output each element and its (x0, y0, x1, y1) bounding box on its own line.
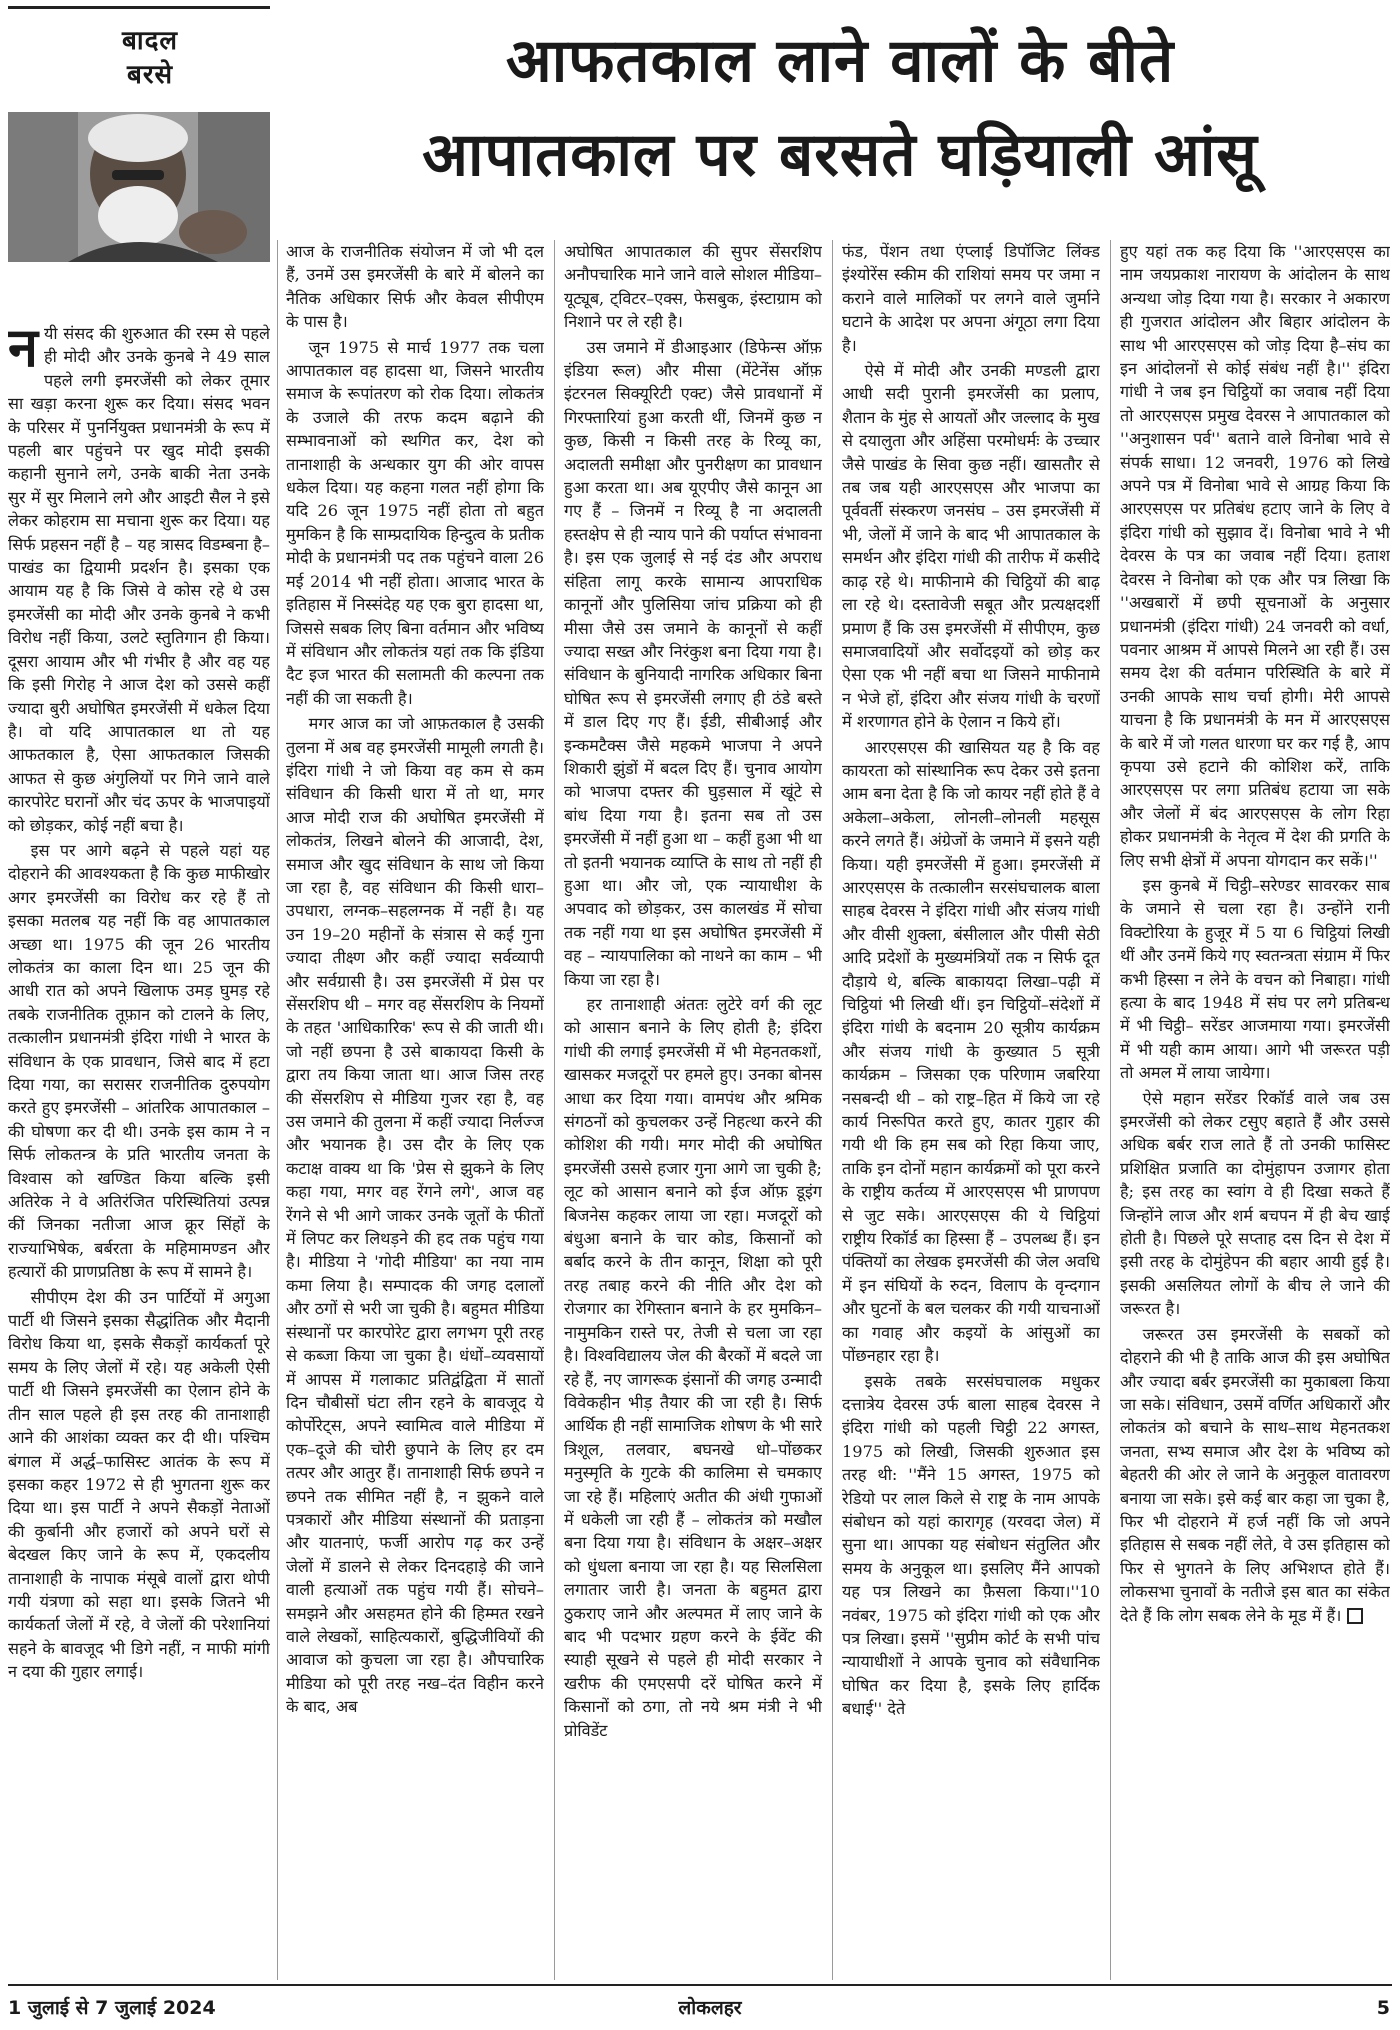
footer-rule (8, 1984, 1392, 1986)
article-paragraph (8, 322, 270, 837)
article-paragraph: हुए यहां तक कह दिया कि ''आरएसएस का नाम जयप्रकाश नारायण के आंदोलन के साथ अन्यथा जोड़ दिया गया है। सरकार ने अकारण ही गुजरात आंदोलन और बिहार आंदोलन के साथ भी आरएसएस को जोड़ दिया है–संघ का इन आंदोलनों से कोई संबंध नहीं है।'' इंदिरा गांधी ने जब इन चिट्ठियों का जवाब नहीं दिया तो आरएसएस प्रमुख देवरस ने आपातकाल को ''अनुशासन पर्व'' बताने वाले विनोबा भावे से संपर्क साधा। 12 जनवरी, 1976 को लिखे अपने पत्र में विनोबा भावे से आग्रह किया कि आरएसएस पर प्रतिबंध हटाए जाने के लिए वे इंदिरा गांधी को सुझाव दें। विनोबा भावे ने भी देवरस के पत्र का जवाब नहीं दिया। हताश देवरस ने विनोबा को एक और पत्र लिखा कि ''अखबारों में छपी सूचनाओं के अनुसार प्रधानमंत्री (इंदिरा गांधी) 24 जनवरी को वर्धा, पवनार आश्रम में आपसे मिलने आ रही हैं। उस समय देश की वर्तमान परिस्थिति के बारे में उनकी आपके साथ चर्चा होगी। मेरी आपसे याचना है कि प्रधानमंत्री के मन में आरएसएस के बारे में जो गलत धारणा घर कर गई है, आप कृपया उसे हटाने की कोशिश करें, ताकि आरएसएस पर लगा प्रतिबंध हटाया जा सके और जेलों में बंद आरएसएस के लोग रिहा होकर प्रधानमंत्री के नेतृत्व में देश की प्रगति के लिए सभी क्षेत्रों में अपना योगदान कर सकें।'' (1120, 242, 1390, 870)
article-paragraph: उस जमाने में डीआइआर (डिफेन्स ऑफ़ इंडिया रूल) और मीसा (मेंटेनेंस ऑफ़ इंटरनल सिक्यूरिटी एक्ट) जैसे प्रावधानों में गिरफ्तारियां हुआ करती थीं, जिनमें कुछ न कुछ, किसी न किसी तरह के रिव्यू का, अदालती समीक्षा और पुनरीक्षण का प्रावधान हुआ करता था। अब यूएपीए जैसे कानून आ गए हैं – जिनमें न रिव्यू है ना अदालती हस्तक्षेप से ही न्याय पाने की पर्याप्त संभावना है। इस एक जुलाई से नई दंड और अपराध संहिता लागू करके सामान्य आपराधिक कानूनों और पुलिसिया जांच प्रक्रिया को ही मीसा जैसे उस जमाने के कानूनों से कहीं ज्यादा सख्त और निरंकुश बना दिया गया है। संविधान के बुनियादी नागरिक अधिकार बिना घोषित रूप से इमरजेंसी लगाए ही ठंडे बस्ते में डाल दिए गए हैं। ईडी, सीबीआई और इन्कमटैक्स जैसे महकमे भाजपा ने अपने शिकारी झुंडों में बदल दिए हैं। चुनाव आयोग को भाजपा दफ्तर की घुड़साल में खूंटे से बांध दिया गया है। इतना सब तो उस इमरजेंसी में नहीं हुआ था – कहीं हुआ भी था तो इतनी भयानक व्याप्ति के साथ तो नहीं ही हुआ था। और जो, एक न्यायाधीश के अपवाद को छोड़कर, उस कालखंड में सोचा तक नहीं गया था इस अघोषित इमरजेंसी में वह – न्यायपालिका को नाथने का काम – भी किया जा रहा है। (564, 337, 822, 989)
column-label-line2: बरसे (126, 60, 174, 90)
column-divider (277, 240, 278, 1980)
top-rule (8, 6, 270, 9)
column-divider (832, 240, 833, 1980)
page-number: 5 (1376, 1997, 1390, 2019)
article-paragraph (1120, 1323, 1390, 1627)
article-column-4 (842, 240, 1100, 1980)
article-paragraph: हर तानाशाही अंततः लुटेरे वर्ग की लूट को आसान बनाने के लिए होती है; इंदिरा गांधी की लगाई इमरजेंसी में भी मेहनतकशों, खासकर मजदूरों पर हमले हुए। उनका बोनस आधा कर दिया गया। वामपंथ और श्रमिक संगठनों को कुचलकर उन्हें निहत्था करने की कोशिश की गयी। मगर मोदी की अघोषित इमरजेंसी उससे हजार गुना आगे जा चुकी है; लूट को आसान बनाने को ईज ऑफ़ डूइंग बिजनेस कहकर लाया जा रहा। मजदूरों को बंधुआ बनाने के चार कोड, किसानों को बर्बाद करने के तीन कानून, शिक्षा को पूरी तरह तबाह करने की नीति और देश को रोजगार का रेगिस्तान बनाने के हर मुमकिन–नामुमकिन रास्ते पर, तेजी से चला जा रहा है। विश्वविद्यालय जेल की बैरकों में बदले जा रहे हैं, नए जागरूक इंसानों की जगह उन्मादी विवेकहीन भीड़ तैयार की जा रही है। सिर्फ आर्थिक ही नहीं सामाजिक शोषण के भी सारे त्रिशूल, तलवार, बघनखे धो–पोंछकर मनुस्मृति के गुटके की कालिमा से चमकाए जा रहे हैं। महिलाएं अतीत की अंधी गुफाओं में धकेली जा रही हैं – लोकतंत्र को मखौल बना दिया गया है। संविधान के अक्षर–अक्षर को धुंधला बनाया जा रहा है। यह सिलसिला लगातार जारी है। जनता के बहुमत द्वारा ठुकराए जाने और अल्पमत में लाए जाने के बाद भी पदभार ग्रहण करने के ईवेंट की स्याही सूखने से पहले ही मोदी सरकार ने खरीफ की एमएसपी दरें घोषित करने में किसानों को ठगा, तो नये श्रम मंत्री ने भी प्रोविडेंट (564, 995, 822, 1740)
article-paragraph: फंड, पेंशन तथा एंप्लाई डिपॉजिट लिंक्ड इंश्योरेंस स्कीम की राशियां समय पर जमा न कराने वाले मालिकों पर लगने वाले जुर्माने घटाने के आदेश पर अपना अंगूठा लगा दिया है। (842, 242, 1100, 355)
end-mark-icon (1347, 1608, 1363, 1624)
article-paragraph: इस पर आगे बढ़ने से पहले यहां यह दोहराने की आवश्यकता है कि कुछ माफीखोर अगर इमरजेंसी का विरोध कर रहे हैं तो इसका मतलब यह नहीं कि वह आपातकाल अच्छा था। 1975 की जून 26 भारतीय लोकतंत्र का काला दिन था। 25 जून की आधी रात को अपने खिलाफ उमड़ घुमड़ रहे तबके राजनीतिक तूफ़ान को टालने के लिए, तत्कालीन प्रधानमंत्री इंदिरा गांधी ने भारत के संविधान के एक प्रावधान, जिसे बाद में हटा दिया गया, का सरासर राजनीतिक दुरुपयोग करते हुए इमरजेंसी – आंतरिक आपातकाल – की घोषणा कर दी थी। उनके इस काम ने न सिर्फ लोकतन्त्र के प्रति भारतीय जनता के विश्वास को खण्डित किया बल्कि इसी अतिरेक ने वे अतिरंजित परिस्थितियां उत्पन्न कीं जिनका नतीजा आज क्रूर सिंहों के राज्याभिषेक, बर्बरता के महिमामण्डन और हत्यारों की प्राणप्रतिष्ठा के रूप में सामने है। (8, 840, 270, 1282)
article-paragraph: ऐसे महान सरेंडर रिकॉर्ड वाले जब उस इमरजेंसी को लेकर टसुए बहाते हैं और उससे अधिक बर्बर राज लाते हैं तो उनकी फासिस्ट प्रशिक्षित प्रजाति का दोमुंहापन उजागर होता है; इस तरह का स्वांग वे ही दिखा सकते हैं जिन्होंने लाज और शर्म बचपन में ही बेच खाई होती है। पिछले पूरे सप्ताह दस दिन से देश में इसी तरह के दोमुंहेपन की बहार आयी हुई है। इसकी असलियत लोगों के बीच ले जाने की जरूरत है। (1120, 1088, 1390, 1319)
article-paragraph: सीपीएम देश की उन पार्टियों में अगुआ पार्टी थी जिसने इसका सैद्धांतिक और मैदानी विरोध किया था, इसके सैकड़ों कार्यकर्ता पूरे समय के लिए जेलों में रहे। यह अकेली ऐसी पार्टी थी जिसने इमरजेंसी का ऐलान होने के तीन साल पहले ही इस तरह की तानाशाही आने की आशंका व्यक्त कर दी थी। पश्चिम बंगाल में अर्द्ध–फासिस्ट आतंक के रूप में इसका कहर 1972 से ही भुगतना शुरू कर दिया था। इस पार्टी ने अपने सैकड़ों नेताओं की कुर्बानी और हजारों को अपने घरों से बेदखल किए जाने के रूप में, एकदलीय तानाशाही के नापाक मंसूबे वालों द्वारा थोपी गयी यंत्रणा को सहा था। इसके जितने भी कार्यकर्ता जेलों में रहे, वे जेलों की परेशानियां सहने के बावजूद भी डिगे नहीं, न माफी मांगी न दया की गुहार लगाई। (8, 1287, 270, 1682)
headline-line1: आफतकाल लाने वालों के बीते (505, 26, 1175, 96)
article-paragraph: ऐसे में मोदी और उनकी मण्डली द्वारा आधी सदी पुरानी इमरजेंसी का प्रलाप, शैतान के मुंह से आयतों और जल्लाद के मुख से दयालुता और अहिंसा परमोधर्मः के उच्चार जैसे पाखंड के सिवा कुछ नहीं। खासतौर से तब जब यही आरएसएस और भाजपा का पूर्ववर्ती संस्करण जनसंघ – उस इमरजेंसी में भी, जेलों में जाने के बाद भी आपातकाल के समर्थन और इंदिरा गांधी की तारीफ में कसीदे काढ़ रहे थे। माफीनामे की चिट्ठियों की बाढ़ ला रहे थे। दस्तावेजी सबूत और प्रत्यक्षदर्शी प्रमाण हैं कि उस इमरजेंसी में सीपीएम, कुछ समाजवादियों और सर्वोदइयों को छोड़ कर ऐसा एक भी नहीं बचा था जिसने माफीनामे न भेजे हों, इंदिरा और संजय गांधी के चरणों में शरणागत होने के ऐलान न किये हों। (842, 361, 1100, 732)
headline-line2: आपातकाल पर बरसते घड़ियाली आंसू (422, 120, 1258, 190)
article-paragraph: इसके तबके सरसंघचालक मधुकर दत्तात्रेय देवरस उर्फ बाला साहब देवरस ने इंदिरा गांधी को पहली चिट्ठी 22 अगस्त, 1975 को लिखी, जिसकी शुरुआत इस तरह थी: ''मैंने 15 अगस्त, 1975 को रेडियो पर लाल किले से राष्ट्र के नाम आपके संबोधन को यहां कारागृह (यरवदा जेल) में सुना था। आपका यह संबोधन संतुलित और समय के अनुकूल था। इसलिए मैंने आपको यह पत्र लिखने का फ़ैसला किया।''10 नवंबर, 1975 को इंदिरा गांधी को एक और पत्र लिखा। इसमें ''सुप्रीम कोर्ट के सभी पांच न्यायाधीशों ने आपके चुनाव को संवैधानिक घोषित कर दिया है, इसके लिए हार्दिक बधाई'' देते (842, 1371, 1100, 1719)
footer-publication: लोकलहर (678, 1997, 742, 2019)
drop-cap: न (8, 322, 38, 379)
article-paragraph: इस कुनबे में चिट्ठी–सरेण्डर सावरकर साब के जमाने से चला रहा है। उन्होंने रानी विक्टोरिया के हुजूर में 5 या 6 चिट्ठियां लिखी थीं और उनमें किये गए स्वतन्त्रता संग्राम में फिर कभी हिस्सा न लेने के वचन को निबाहा। गांधी हत्या के बाद 1948 में संघ पर लगे प्रतिबन्ध में भी चिट्ठी– सरेंडर आजमाया गया। इमरजेंसी में भी यही काम आया। आगे भी जरूरत पड़ी तो अमल में लाया जायेगा। (1120, 875, 1390, 1083)
article-column-2 (286, 240, 544, 1980)
paragraph-text: यी संसद की शुरुआत की रस्म से पहले ही मोदी और उनके कुनबे ने 49 साल पहले लगी इमरजेंसी को लेकर तूमार सा खड़ा करना शुरू कर दिया। संसद भवन के परिसर में पुनर्नियुक्त प्रधानमंत्री के रूप में पहली बार पहुंचने पर खुद मोदी इसकी कहानी सुनाने लगे, उनके बाकी नेता उनके सुर में सुर मिलाने लगे और आइटी सैल ने इसे लेकर कोहराम सा मचाना शुरू कर दिया। यह सिर्फ प्रहसन नहीं है – यह त्रासद विडम्बना है– पाखंड का द्वियामी प्रदर्शन है। इसका एक आयाम यह है कि जिसे वे कोस रहे थे उस इमरजेंसी का मोदी और उनके कुनबे ने कभी विरोध नहीं किया, उलटे स्तुतिगान ही किया। दूसरा आयाम और भी गंभीर है और वह यह कि इसी गिरोह ने आज देश को उससे कहीं ज्यादा बुरी अघोषित इमरजेंसी में धकेल दिया है। वो यदि आपातकाल था तो यह आफतकाल है, ऐसा आफतकाल जिसकी आफत से कुछ अंगुलियों पर गिने जाने वाले कारपोरेट घरानों और चंद ऊपर के भाजपाइयों को छोड़कर, कोई नहीं बचा है। (8, 324, 270, 835)
article-column-5 (1120, 240, 1390, 1980)
column-label (100, 24, 200, 92)
column-divider (554, 240, 555, 1980)
article-paragraph: अघोषित आपातकाल की सुपर सेंसरशिप अनौपचारिक माने जाने वाले सोशल मीडिया– यूट्यूब, ट्विटर–एक्स, फेसबुक, इंस्टाग्राम को निशाने पर ले रही है। (564, 242, 822, 332)
article-paragraph: मगर आज का जो आफ़तकाल है उसकी तुलना में अब वह इमरजेंसी मामूली लगती है। इंदिरा गांधी ने जो किया वह कम से कम संविधान की किसी धारा में तो था, मगर आज मोदी राज की अघोषित इमरजेंसी में लोकतंत्र, लिखने बोलने की आजादी, देश, समाज और खुद संविधान के साथ जो किया जा रहा है, वह संविधान की किसी धारा–उपधारा, लग्नक–सहलग्नक में नहीं है। यह उन 19–20 महीनों के संत्रास से कई गुना ज्यादा तीक्ष्ण और कहीं ज्यादा सर्वव्यापी और सर्वग्रासी है। उस इमरजेंसी में प्रेस पर सेंसरशिप थी – मगर वह सेंसरशिप के नियमों के तहत 'आधिकारिक' रूप से की जाती थी। जो नहीं छपना है उसे बाकायदा किसी के द्वारा तय किया जाता था। आज जिस तरह की सेंसरशिप से मीडिया गुजर रहा है, वह उस जमाने की तुलना में कहीं ज्यादा निर्लज्ज और भयानक है। उस दौर के लिए एक कटाक्ष वाक्य था कि 'प्रेस से झुकने के लिए कहा गया, मगर वह रेंगने लगे', आज वह रेंगने से भी आगे जाकर उनके जूतों के फीतों में लिपट कर लिथड़ने की हद तक पहुंच गया है। मीडिया ने 'गोदी मीडिया' का नया नाम कमा लिया है। सम्पादक की जगह दलालों और ठगों से भरी जा चुकी है। बहुमत मीडिया संस्थानों पर कारपोरेट द्वारा लगभग पूरी तरह से कब्जा किया जा चुका है। धंधों–व्यवसायों में आपस में गलाकाट प्रतिद्वंद्विता में सातों दिन चौबीसों घंटा लीन रहने के बावजूद ये कोर्पोरेट्स, अपने स्वामित्व वाले मीडिया में एक–दूजे की चोरी छुपाने के लिए हर दम तत्पर और आतुर हैं। तानाशाही सिर्फ छपने न छपने तक सीमित नहीं है, न झुकने वाले पत्रकारों और मीडिया संस्थानों की प्रताड़ना और यातनाएं, फर्जी आरोप गढ़ कर उन्हें जेलों में डालने से लेकर दिनदहाड़े की जाने वाली हत्याओं तक पहुंच गयी हैं। सोचने–समझने और असहमत होने की हिम्मत रखने वाले लेखकों, साहित्यकारों, बुद्धिजीवियों की आवाज को कुचला जा रहा है। औपचारिक मीडिया को पूरी तरह नख–दंत विहीन करने के बाद, अब (286, 714, 544, 1717)
article-paragraph: जून 1975 से मार्च 1977 तक चला आपातकाल वह हादसा था, जिसने भारतीय समाज के रूपांतरण को रोक दिया। लोकतंत्र के उजाले की तरफ कदम बढ़ाने की सम्भावनाओं को स्थगित कर, देश को तानाशाही के अन्धकार युग की ओर वापस धकेल दिया। यह कहना गलत नहीं होगा कि यदि 26 जून 1975 नहीं होता तो बहुत मुमकिन है कि साम्प्रदायिक हिन्दुत्व के प्रतीक मोदी के प्रधानमंत्री पद तक पहुंचने वाला 26 मई 2014 भी नहीं होता। आजाद भारत के इतिहास में निस्संदेह यह एक बुरा हादसा था, जिससे सबक लिए बिना वर्तमान और भविष्य में संविधान और लोकतंत्र यहां तक कि इंडिया दैट इज भारत की सलामती की कल्पना तक नहीं की जा सकती है। (286, 337, 544, 708)
headline (290, 14, 1390, 202)
footer-date: 1 जुलाई से 7 जुलाई 2024 (8, 1997, 216, 2019)
article-paragraph: आरएसएस की खासियत यह है कि वह कायरता को सांस्थानिक रूप देकर उसे इतना आम बना देता है कि जो कायर नहीं होते हैं वे अकेला–अकेला, लोनली–लोनली महसूस करने लगते हैं। अंग्रेजों के जमाने में इसने यही किया। यही इमरजेंसी में हुआ। इमरजेंसी में आरएसएस के तत्कालीन सरसंघचालक बाला साहब देवरस ने इंदिरा गांधी और संजय गांधी और वीसी शुक्ला, बंसीलाल और पीसी सेठी आदि प्रदेशों के मुख्यमंत्रियों तक न सिर्फ दूत दौड़ाये थे, बल्कि बाकायदा लिखा–पढ़ी में चिट्ठियां भी लिखी थीं। इन चिट्ठियों–संदेशों में इंदिरा गांधी के बदनाम 20 सूत्रीय कार्यक्रम और संजय गांधी के कुख्यात 5 सूत्री कार्यक्रम – जिसका एक परिणाम जबरिया नसबन्दी थी – को राष्ट्र–हित में किये जा रहे कार्य निरूपित करते हुए, कातर गुहार की गयी थी कि हम सब को रिहा किया जाए, ताकि इन दोनों महान कार्यक्रमों को पूरा करने के राष्ट्रीय कर्तव्य में आरएसएस भी प्राणपण से जुट सके। आरएसएस की ये चिट्ठियां राष्ट्रीय रिकॉर्ड का हिस्सा हैं – उपलब्ध हैं। इन पंक्तियों का लेखक इमरजेंसी की जेल अवधि में इन संघियों के रुदन, विलाप के वृन्दगान और घुटनों के बल चलकर की गयी याचनाओं का गवाह और कइयों के आंसुओं का पोंछनहार रहा है। (842, 737, 1100, 1366)
article-paragraph: आज के राजनीतिक संयोजन में जो भी दल हैं, उनमें उस इमरजेंसी के बारे में बोलने का नैतिक अधिकार सिर्फ और केवल सीपीएम के पास है। (286, 242, 544, 332)
column-label-line1: बादल (121, 26, 178, 56)
author-photo (8, 112, 270, 262)
column-divider (1110, 240, 1111, 1980)
paragraph-text: जरूरत उस इमरजेंसी के सबकों को दोहराने की भी है ताकि आज की इस अघोषित और ज्यादा बर्बर इमरजेंसी का मुकाबला किया जा सके। संविधान, उसमें वर्णित अधिकारों और लोकतंत्र को बचाने के साथ–साथ मेहनतकश जनता, सभ्य समाज और देश के भविष्य को बेहतरी की ओर ले जाने के अनुकूल वातावरण बनाया जा सके। इसे कई बार कहा जा चुका है, फिर भी दोहराने में हर्ज नहीं कि जो अपने इतिहास से सबक नहीं लेते, वे उस इतिहास को फिर से भुगतने के लिए अभिशप्त होते हैं। लोकसभा चुनावों के नतीजे इस बात का संकेत देते हैं कि लोग सबक लेने के मूड में हैं। (1120, 1324, 1390, 1625)
author-portrait-image (8, 112, 270, 262)
article-column-1 (8, 322, 270, 1980)
article-column-3 (564, 240, 822, 1980)
